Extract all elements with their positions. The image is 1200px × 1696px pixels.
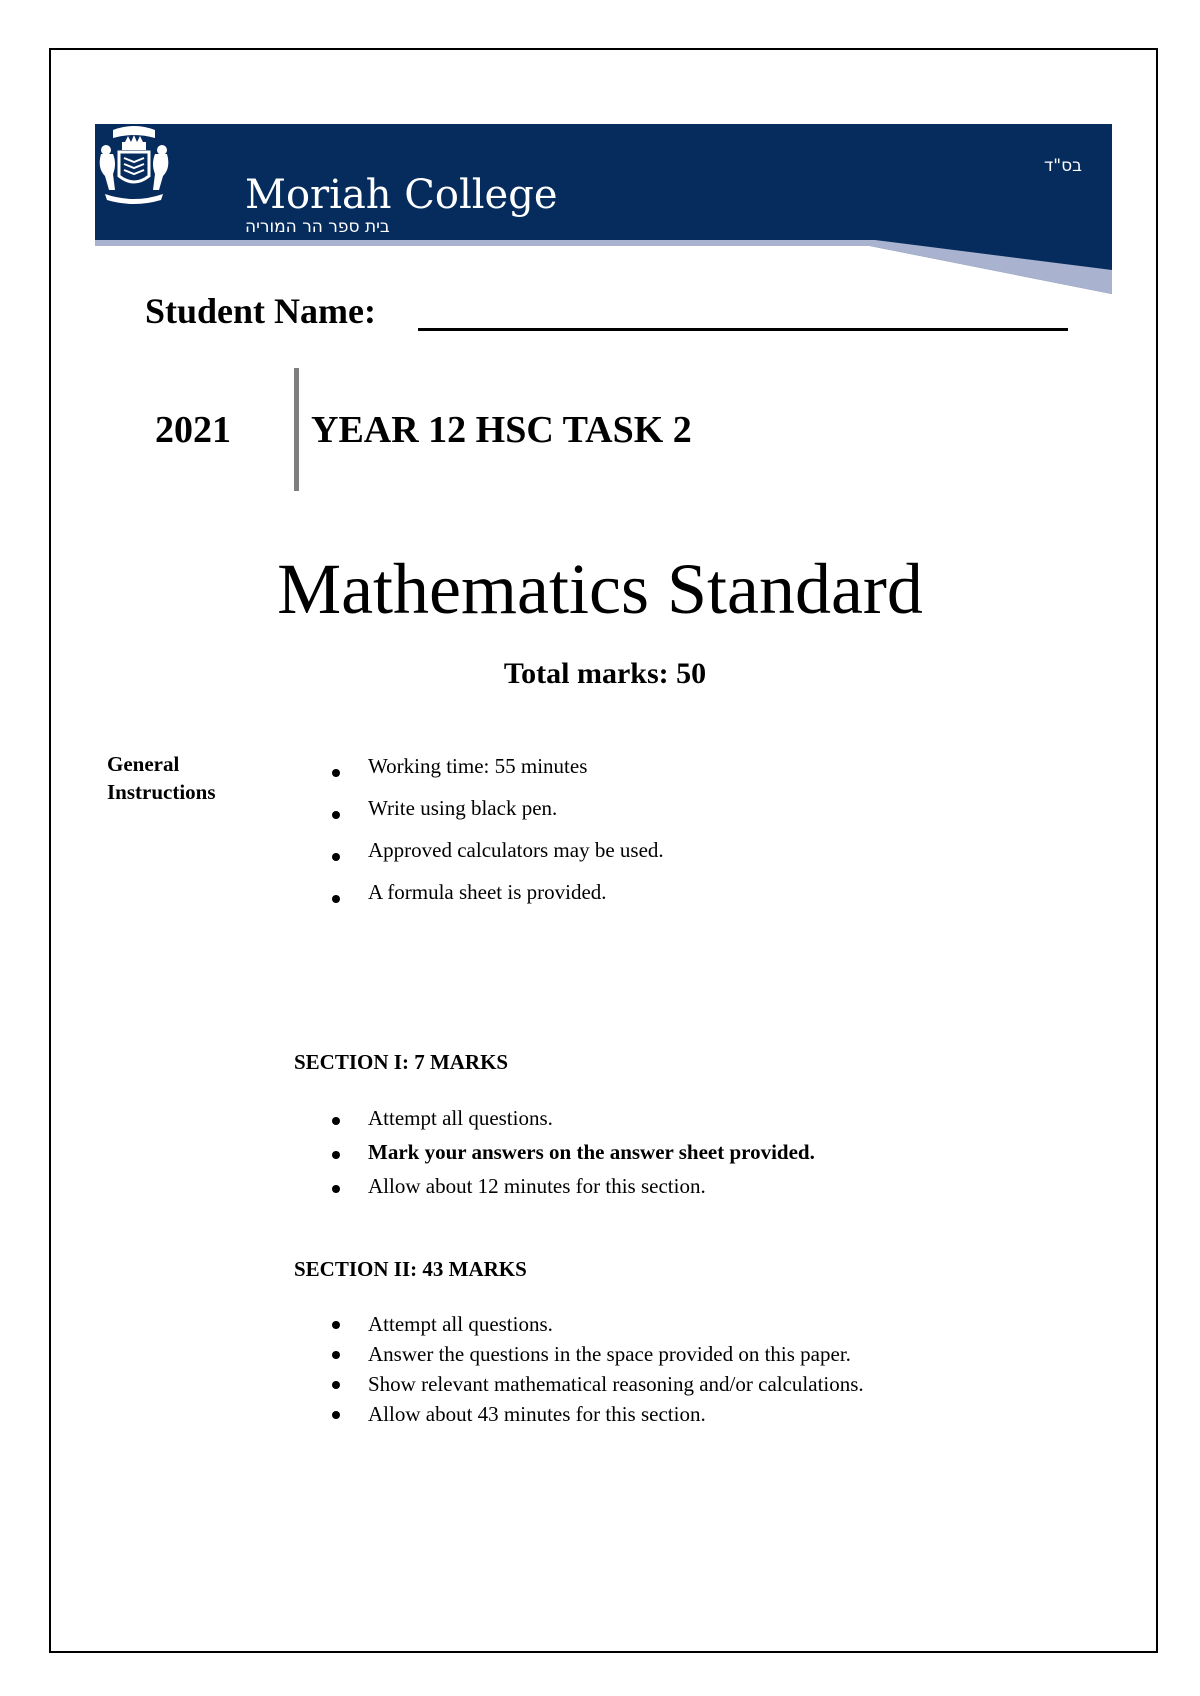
list-item: Approved calculators may be used.	[332, 836, 664, 878]
total-marks: Total marks: 50	[503, 657, 707, 690]
general-instructions-label	[107, 750, 216, 806]
list-item: A formula sheet is provided.	[332, 878, 664, 920]
section-2-heading: SECTION II: 43 MARKS	[294, 1257, 527, 1281]
section-1-heading: SECTION I: 7 MARKS	[294, 1050, 509, 1074]
bsd-inscription: בס"ד	[1044, 156, 1082, 176]
general-instructions-list	[332, 752, 664, 920]
subject-title: Mathematics Standard	[277, 549, 923, 629]
list-item: Write using black pen.	[332, 794, 664, 836]
list-item: Attempt all questions.	[332, 1310, 864, 1340]
college-hebrew-name: בית ספר הר המוריה	[245, 217, 390, 237]
exam-year: 2021	[155, 409, 231, 451]
list-item: Answer the questions in the space provided on this paper.	[332, 1340, 864, 1370]
list-item: Allow about 12 minutes for this section.	[332, 1172, 815, 1206]
section-1-list	[332, 1104, 815, 1206]
general-instructions-label-line1: General	[107, 752, 180, 776]
title-divider	[294, 368, 299, 491]
list-item: Show relevant mathematical reasoning and/or calculations.	[332, 1370, 864, 1400]
college-banner	[95, 124, 1112, 294]
college-name: Moriah College	[245, 172, 558, 218]
school-crest-icon	[95, 124, 173, 204]
section-2-list	[332, 1310, 864, 1430]
student-name-label: Student Name:	[145, 291, 376, 331]
student-name-line[interactable]	[418, 328, 1068, 331]
list-item: Mark your answers on the answer sheet provided.	[332, 1138, 815, 1172]
list-item: Attempt all questions.	[332, 1104, 815, 1138]
task-title: YEAR 12 HSC TASK 2	[311, 409, 692, 451]
list-item: Allow about 43 minutes for this section.	[332, 1400, 864, 1430]
list-item: Working time: 55 minutes	[332, 752, 664, 794]
general-instructions-label-line2: Instructions	[107, 780, 216, 804]
